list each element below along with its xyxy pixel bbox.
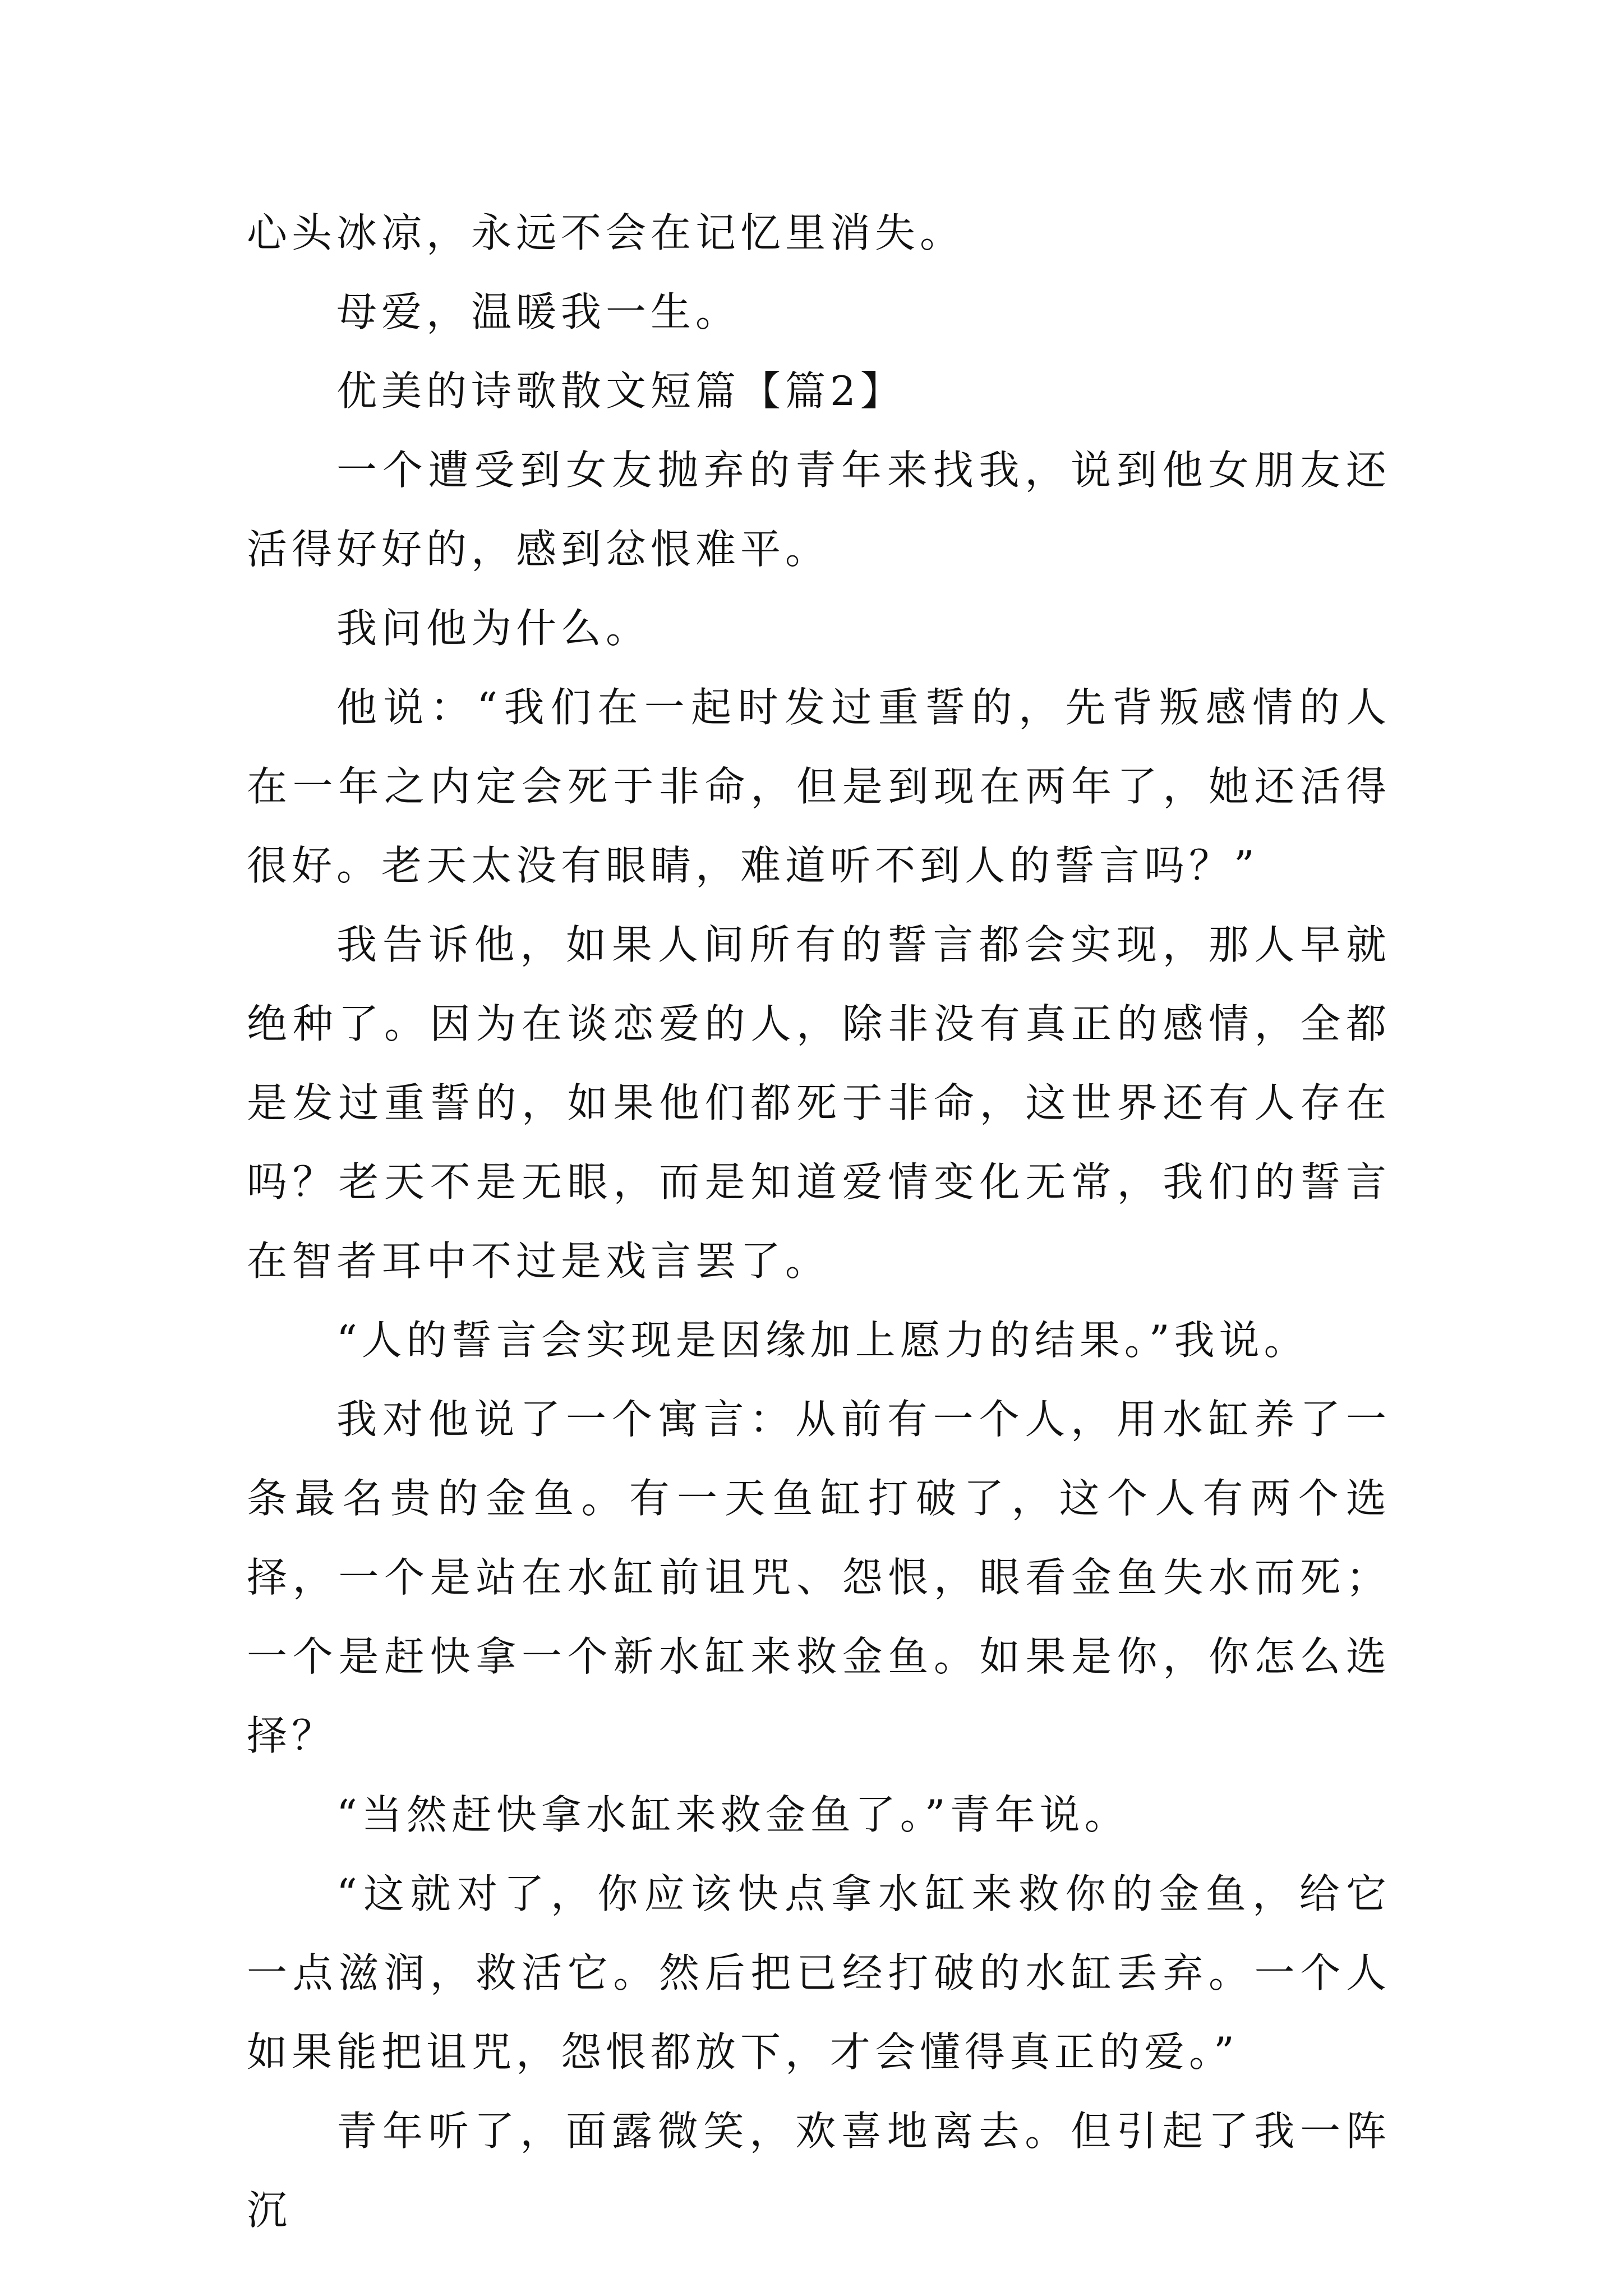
paragraph: 一个遭受到女友抛弃的青年来找我，说到他女朋友还活得好好的，感到忿恨难平。 [247,447,1391,573]
paragraph: 我问他为什么。 [336,605,651,652]
section-heading: 优美的诗歌散文短篇【篇2】 [336,367,905,415]
paragraph: 他说：“我们在一起时发过重誓的，先背叛感情的人在一年之内定会死于非命，但是到现在两年了，她还活得很好。老天太没有眼睛，难道听不到人的誓言吗？” [247,684,1391,889]
paragraph: 我对他说了一个寓言：从前有一个人，用水缸养了一条最名贵的金鱼。有一天鱼缸打破了，这个人有两个选择，一个是站在水缸前诅咒、怨恨，眼看金鱼失水而死；一个是赶快拿一个新水缸来救金鱼。如果是你，你怎么选择？ [247,1396,1391,1759]
paragraph: “这就对了，你应该快点拿水缸来救你的金鱼，给它一点滋润，救活它。然后把已经打破的水缸丢弃。一个人如果能把诅咒，怨恨都放下，才会懂得真正的爱。” [247,1870,1391,2076]
paragraph: 我告诉他，如果人间所有的誓言都会实现，那人早就绝种了。因为在谈恋爱的人，除非没有真正的感情，全都是发过重誓的，如果他们都死于非命，这世界还有人存在吗？老天不是无眼，而是知道爱情变化无常，我们的誓言在智者耳中不过是戏言罢了。 [247,921,1391,1285]
paragraph: “人的誓言会实现是因缘加上愿力的结果。”我说。 [336,1317,1309,1364]
paragraph: “当然赶快拿水缸来救金鱼了。”青年说。 [336,1791,1129,1838]
paragraph: 青年听了，面露微笑，欢喜地离去。但引起了我一阵沉 [247,2108,1391,2234]
paragraph-continuation: 心头冰凉，永远不会在记忆里消失。 [247,209,965,256]
paragraph: 母爱，温暖我一生。 [336,288,741,335]
document-body [247,194,1391,2250]
